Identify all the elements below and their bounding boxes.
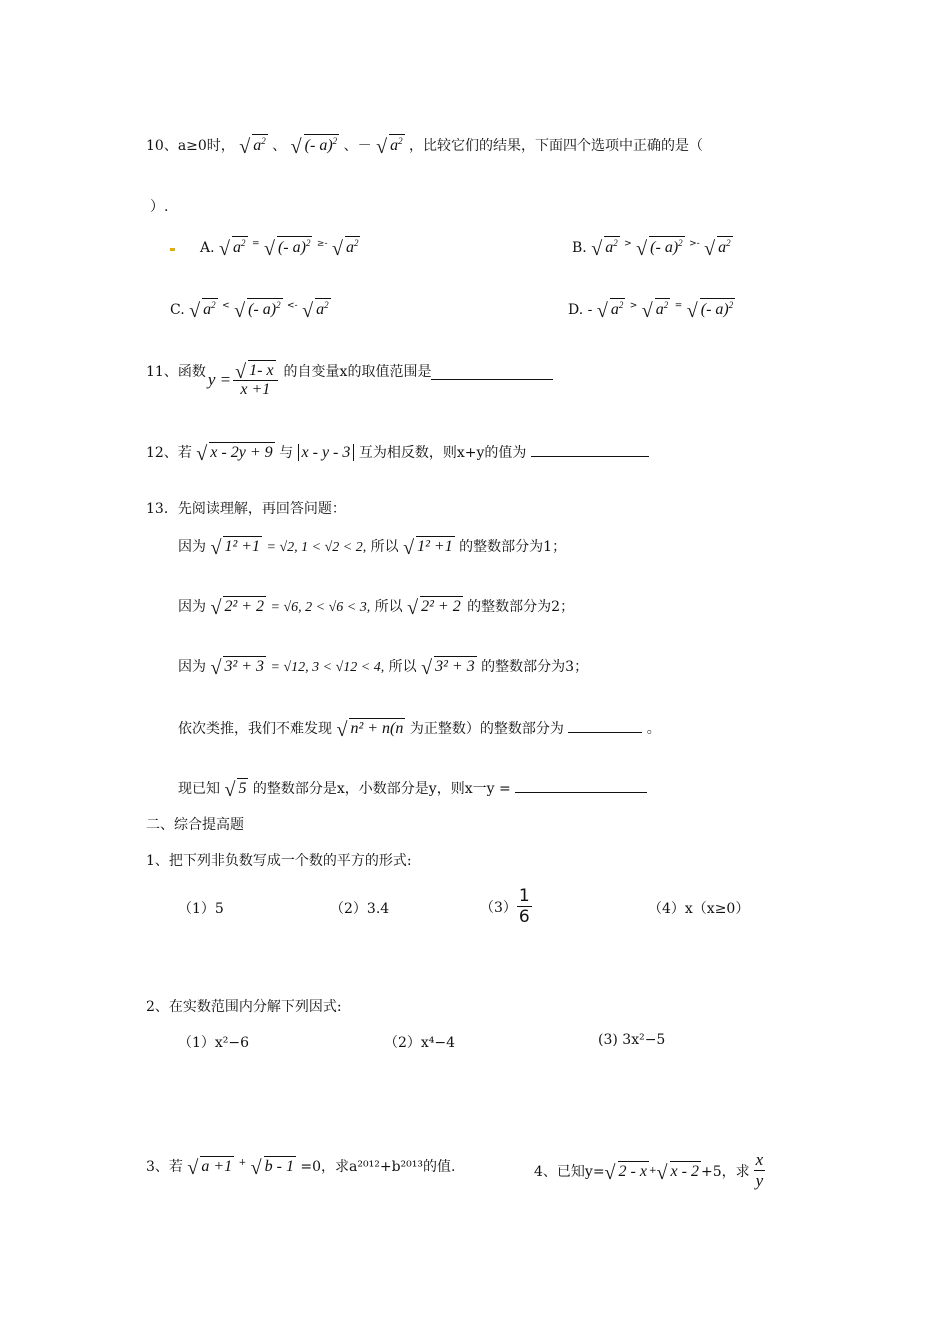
p1-item-1: （1）5 <box>178 901 224 917</box>
q13-title: 13．先阅读理解，再回答问题： <box>146 501 346 517</box>
q10-option-b[interactable]: B. √ $a^2$ > √ (- a)$^2$ >- √ $a^2$ <box>572 238 731 260</box>
q13-line5: 现已知 √ 5 的整数部分是x，小数部分是y，则x一y = <box>178 776 647 798</box>
q13-line4: 依次类推，我们不难发现 √ n² + n(n 为正整数）的整数部分为 。 <box>178 716 661 738</box>
q11-fraction: √ 1- x x +1 <box>233 360 277 399</box>
q13-answer-blank-2[interactable] <box>515 776 647 793</box>
q10-option-a[interactable]: A. √ $a^2$ = √ (- a)$^2$ ≥- √ $a^2$ <box>200 238 359 260</box>
q13-answer-blank-1[interactable] <box>568 716 642 733</box>
q11-answer-blank[interactable] <box>431 361 553 380</box>
section2-title: 二、综合提高题 <box>146 817 244 833</box>
p2-item-2: （2）x⁴−4 <box>384 1035 456 1051</box>
p2-item-1: （1）x²−6 <box>178 1035 250 1051</box>
q13-line1: 因为 √ 1² +1 = √2, 1 < √2 < 2, 所以 √ 1² +1 的整数部分为1； <box>178 537 567 559</box>
p1-item-3: （3） $\frac{1}{6}$ <box>480 886 530 927</box>
sqrt-a2-neg: √ $a^2$ <box>376 136 403 158</box>
q13-line2: 因为 √ 2² + 2 = √6, 2 < √6 < 3, 所以 √ 2² + 2 的整数部分为2； <box>178 597 575 619</box>
p1-title: 1、把下列非负数写成一个数的平方的形式: <box>146 853 412 869</box>
q13-line3: 因为 √ 3² + 3 = √12, 3 < √12 < 4, 所以 √ 3² + 3 的整数部分为3； <box>178 657 589 679</box>
sqrt-neg-a2: √ (- a)$^2$ <box>290 136 338 158</box>
q10-close: ）. <box>150 199 169 215</box>
highlight-mark <box>170 248 175 251</box>
p3: 3、若 √ a +1 + √ b - 1 =0，求a²⁰¹²+b²⁰¹³的值. <box>146 1157 456 1179</box>
q10-option-d[interactable]: D. - √ $a^2$ > √ $a^2$ = √ (- a)$^2$ <box>568 300 734 322</box>
p2-item-3: (3) 3x²−5 <box>598 1032 666 1048</box>
q12-answer-blank[interactable] <box>531 440 649 457</box>
q10-stem: 10、a≥0时， √ $a^2$ 、 √ (- a)$^2$ 、－ √ $a^2$ ，比较它们的结果，下面四个选项中正确的是（ <box>146 136 704 158</box>
q10-option-c[interactable]: C. √ $a^2$ < √ (- a)$^2$ <- √ $a^2$ <box>170 300 329 322</box>
q12: 12、若 √ x - 2y + 9 与 x - y - 3 互为相反数，则x+y的值为 <box>146 440 649 462</box>
p1-item-4: （4）x（x≥0） <box>648 901 750 917</box>
p1-item-2: （2）3.4 <box>330 901 390 917</box>
sqrt-a2: √ $a^2$ <box>239 136 266 158</box>
p2-title: 2、在实数范围内分解下列因式: <box>146 999 342 1015</box>
q11: 11、函数 y = √ 1- x x +1 的自变量x的取值范围是 <box>146 360 553 399</box>
p4: 4、已知y= √ 2 - x + √ x - 2 +5，求 $\frac{x}{y}$ <box>534 1150 764 1190</box>
